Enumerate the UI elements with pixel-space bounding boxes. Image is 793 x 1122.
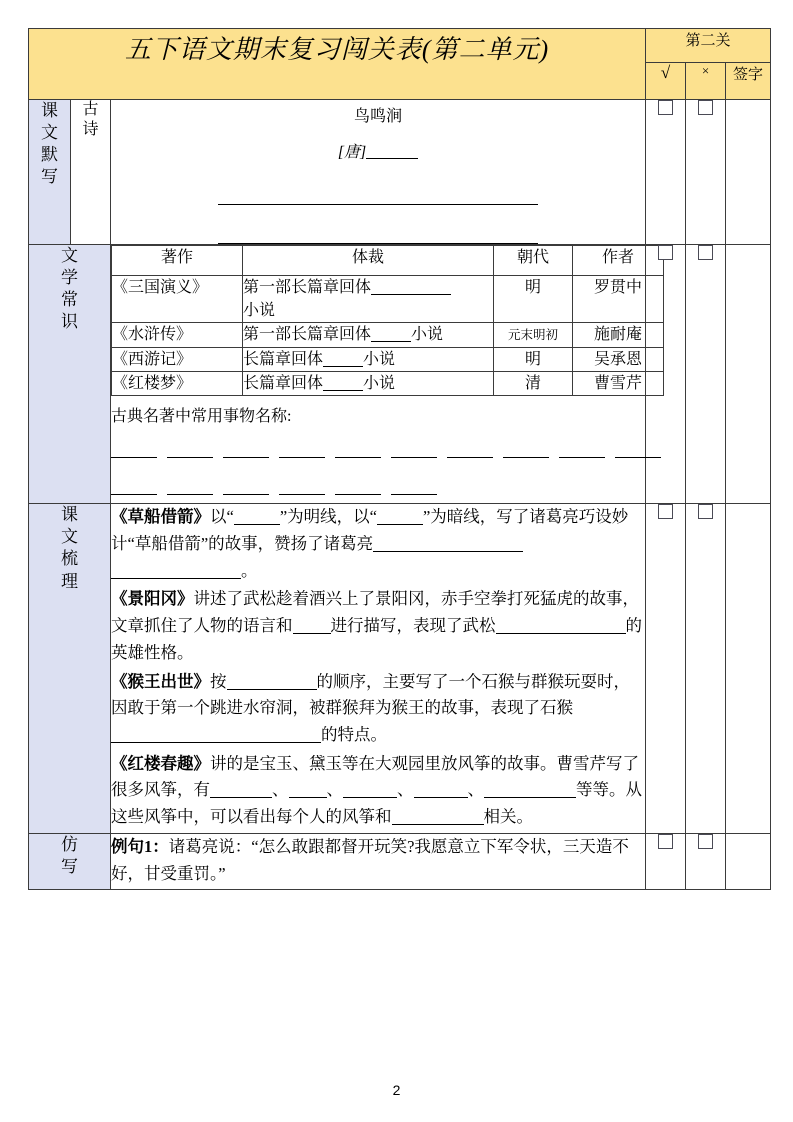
literature-col-genre: 体裁 xyxy=(243,245,494,275)
book-title: 《景阳冈》 xyxy=(111,589,194,609)
genre-cell[interactable] xyxy=(243,371,494,395)
literature-col-dynasty: 朝代 xyxy=(494,245,573,275)
objects-blank-row-2[interactable] xyxy=(111,477,645,504)
table-row xyxy=(112,347,664,371)
work-title: 《红楼梦》 xyxy=(112,371,243,395)
table-row xyxy=(112,276,664,323)
para-text: 的特点。 xyxy=(321,725,387,745)
para-text: 进行描写，表现了武松 xyxy=(330,616,496,636)
section-literature-row xyxy=(29,244,771,503)
label-char: 课 xyxy=(41,101,58,120)
object-blank[interactable] xyxy=(167,445,213,458)
sublabel-char: 诗 xyxy=(82,121,99,138)
genre-text: 长篇章回体 xyxy=(243,350,324,368)
dynasty-text: 元末明初 xyxy=(507,328,558,343)
genre-suffix: 小说 xyxy=(363,374,396,392)
page-title: 五下语文期末复习闯关表(第二单元) xyxy=(29,29,646,100)
para-text: 、 xyxy=(272,780,289,800)
object-blank[interactable] xyxy=(223,482,269,495)
para-text: 、 xyxy=(467,780,484,800)
answer-blank[interactable] xyxy=(377,508,423,526)
object-blank[interactable] xyxy=(391,445,437,458)
section-label-imitation xyxy=(29,833,111,889)
label-char: 文 xyxy=(61,527,78,547)
checkbox-correct[interactable] xyxy=(658,245,673,260)
object-blank[interactable] xyxy=(559,445,605,458)
work-title: 《水浒传》 xyxy=(112,323,243,347)
check-cell-textreview[interactable] xyxy=(646,504,686,834)
example-text: 诸葛亮说：“怎么敢跟都督开玩笑?我愿意立下军令状，三天造不好，甘受重罚。” xyxy=(111,836,629,883)
answer-blank[interactable] xyxy=(484,781,514,799)
label-char: 文 xyxy=(61,245,78,265)
answer-blank[interactable] xyxy=(514,781,576,799)
answer-blank[interactable] xyxy=(496,617,626,635)
label-char: 写 xyxy=(41,167,58,187)
answer-blank[interactable] xyxy=(111,561,241,579)
poem-author-line xyxy=(111,140,645,166)
answer-blank[interactable] xyxy=(414,781,468,799)
label-char: 梳 xyxy=(61,549,78,569)
book-title: 《草船借箭》 xyxy=(111,507,210,527)
label-char: 课 xyxy=(61,505,78,525)
answer-blank[interactable] xyxy=(111,726,321,744)
book-title: 《猴王出世》 xyxy=(111,671,210,691)
genre-text: 第一部长篇章回体 xyxy=(243,279,372,296)
poem-author-blank[interactable] xyxy=(366,142,418,159)
check-cell-literature[interactable] xyxy=(646,244,686,503)
check-cell-dictation[interactable] xyxy=(646,100,686,245)
para-text: 讲的是宝玉、黛玉等在大观园里放风筝的故事。曹雪芹写了很多风筝，有 xyxy=(111,753,639,800)
literature-table xyxy=(111,245,664,396)
checkbox-wrong[interactable] xyxy=(698,100,713,115)
page-number: 2 xyxy=(392,1082,401,1098)
work-title: 《三国演义》 xyxy=(112,276,243,323)
book-title: 《红楼春趣》 xyxy=(111,753,210,773)
genre-text: 长篇章回体 xyxy=(243,374,324,392)
genre-suffix: 小说 xyxy=(411,326,444,344)
answer-blank[interactable] xyxy=(289,781,327,799)
example-label: 例句1： xyxy=(111,836,169,856)
cross-cell-textreview[interactable] xyxy=(686,504,726,834)
worksheet-table xyxy=(28,28,771,890)
poem-write-line-1[interactable] xyxy=(218,180,538,205)
para-text: 的英雄性格。 xyxy=(111,616,642,662)
para-text: 相关。 xyxy=(483,807,533,827)
label-char: 理 xyxy=(61,571,78,591)
object-blank[interactable] xyxy=(279,445,325,458)
label-char: 文 xyxy=(41,123,58,143)
answer-blank[interactable] xyxy=(234,508,280,526)
poem-title: 鸟鸣涧 xyxy=(354,108,403,125)
dynasty-cell: 明 xyxy=(494,276,573,323)
author-cell: 曹雪芹 xyxy=(573,371,664,395)
genre-suffix: 小说 xyxy=(363,350,396,368)
label-char: 写 xyxy=(61,857,78,876)
literature-col-work: 著作 xyxy=(112,245,243,275)
object-blank[interactable] xyxy=(503,445,549,458)
object-blank[interactable] xyxy=(111,445,157,458)
para-text: 以“ xyxy=(210,507,234,527)
literature-col-author: 作者 xyxy=(573,245,664,275)
label-char: 识 xyxy=(61,312,78,332)
para-text: 按 xyxy=(210,671,227,691)
object-blank[interactable] xyxy=(223,445,269,458)
para-text: 、 xyxy=(326,780,343,800)
checkbox-correct[interactable] xyxy=(658,100,673,115)
dynasty-cell: 明 xyxy=(494,347,573,371)
object-blank[interactable] xyxy=(335,482,381,495)
checkbox-wrong[interactable] xyxy=(698,245,713,260)
label-char: 仿 xyxy=(61,834,78,854)
poem-write-line-2[interactable] xyxy=(218,219,538,244)
imitation-content xyxy=(111,833,646,889)
sublabel-char: 古 xyxy=(82,101,99,118)
genre-blank[interactable] xyxy=(371,325,411,342)
column-header-check: √ xyxy=(646,63,686,100)
para-text: 的顺序，主要写了一个石猴与群猴玩耍时，因敢于第一个跳进水帘洞，被群猴拜为猴王的故事，表现了石猴 xyxy=(111,671,630,718)
object-blank[interactable] xyxy=(167,482,213,495)
level-label: 第二关 xyxy=(646,29,771,63)
worksheet-page xyxy=(28,28,770,890)
section-label-dictation xyxy=(29,100,71,245)
label-char: 学 xyxy=(61,267,78,287)
genre-text: 第一部长篇章回体 xyxy=(243,326,372,344)
dynasty-cell xyxy=(494,323,573,347)
genre-blank[interactable] xyxy=(371,278,451,295)
work-title: 《西游记》 xyxy=(112,347,243,371)
paragraph-jingyanggang xyxy=(111,586,645,666)
checkbox-wrong[interactable] xyxy=(698,504,713,519)
para-text: ”为明线，以“ xyxy=(279,507,377,527)
object-blank[interactable] xyxy=(279,482,325,495)
objects-blank-row-1[interactable] xyxy=(111,440,645,467)
checkbox-correct[interactable] xyxy=(658,834,673,849)
para-text: 等等。从这些风筝中，可以看出每个人的风筝和 xyxy=(111,780,642,827)
answer-blank[interactable] xyxy=(210,781,272,799)
para-text: 讲述了武松趁着酒兴上了景阳冈，赤手空拳打死猛虎的故事，文章抓住了人物的语言和 xyxy=(111,589,639,636)
table-row xyxy=(112,371,664,395)
header-row xyxy=(29,29,771,63)
checkbox-wrong[interactable] xyxy=(698,834,713,849)
section-label-textreview xyxy=(29,504,111,834)
signature-cell-dictation[interactable] xyxy=(726,100,771,245)
section-dictation-row xyxy=(29,100,771,245)
answer-blank[interactable] xyxy=(392,808,454,826)
object-blank[interactable] xyxy=(447,445,493,458)
section-imitation-row xyxy=(29,833,771,889)
literature-content xyxy=(111,244,646,503)
dynasty-cell: 清 xyxy=(494,371,573,395)
poem-block xyxy=(111,100,645,244)
para-text: 、 xyxy=(397,780,414,800)
genre-cell[interactable] xyxy=(243,276,494,323)
cross-cell-dictation[interactable] xyxy=(686,100,726,245)
section-label-literature xyxy=(29,244,111,503)
answer-blank[interactable] xyxy=(293,617,331,635)
paragraph-honglouchunqu xyxy=(111,751,645,831)
cross-cell-imitation[interactable] xyxy=(686,833,726,889)
subsection-label-ancient-poem xyxy=(71,100,111,245)
literature-header-row xyxy=(112,245,664,275)
objects-prompt: 古典名著中常用事物名称: xyxy=(111,407,292,425)
object-blank[interactable] xyxy=(335,445,381,458)
object-blank[interactable] xyxy=(391,482,437,495)
answer-blank[interactable] xyxy=(343,781,397,799)
object-blank[interactable] xyxy=(111,482,157,495)
answer-blank[interactable] xyxy=(373,535,523,553)
genre-cell[interactable] xyxy=(243,323,494,347)
example-sentence xyxy=(111,834,645,887)
para-text: 。 xyxy=(241,560,258,580)
author-cell: 吴承恩 xyxy=(573,347,664,371)
para-text: ”为暗线，写了诸葛亮巧设妙计“草船借箭”的故事，赞扬了诸葛亮 xyxy=(111,507,629,553)
column-header-signature: 签字 xyxy=(726,63,771,100)
cross-cell-literature[interactable] xyxy=(686,244,726,503)
author-cell: 施耐庵 xyxy=(573,323,664,347)
genre-wrap-text: 小说 xyxy=(243,302,276,320)
answer-blank[interactable] xyxy=(227,672,317,690)
author-cell: 罗贯中 xyxy=(573,276,664,323)
checkbox-correct[interactable] xyxy=(658,504,673,519)
paragraph-caochuanjiejian xyxy=(111,504,645,584)
label-char: 默 xyxy=(41,145,58,165)
answer-blank[interactable] xyxy=(454,808,484,826)
genre-cell[interactable] xyxy=(243,347,494,371)
signature-cell-literature[interactable] xyxy=(726,244,771,503)
poem-answer-area[interactable] xyxy=(111,100,646,245)
signature-cell-imitation[interactable] xyxy=(726,833,771,889)
object-blank[interactable] xyxy=(615,445,661,458)
label-char: 常 xyxy=(61,290,78,309)
paragraph-houwangchushi xyxy=(111,669,645,749)
signature-cell-textreview[interactable] xyxy=(726,504,771,834)
genre-blank[interactable] xyxy=(323,374,363,391)
table-row xyxy=(112,323,664,347)
textreview-content[interactable] xyxy=(111,504,646,834)
poem-dynasty: [唐] xyxy=(337,143,367,161)
column-header-cross: × xyxy=(686,63,726,100)
section-textreview-row xyxy=(29,504,771,834)
check-cell-imitation[interactable] xyxy=(646,833,686,889)
genre-blank[interactable] xyxy=(323,350,363,367)
